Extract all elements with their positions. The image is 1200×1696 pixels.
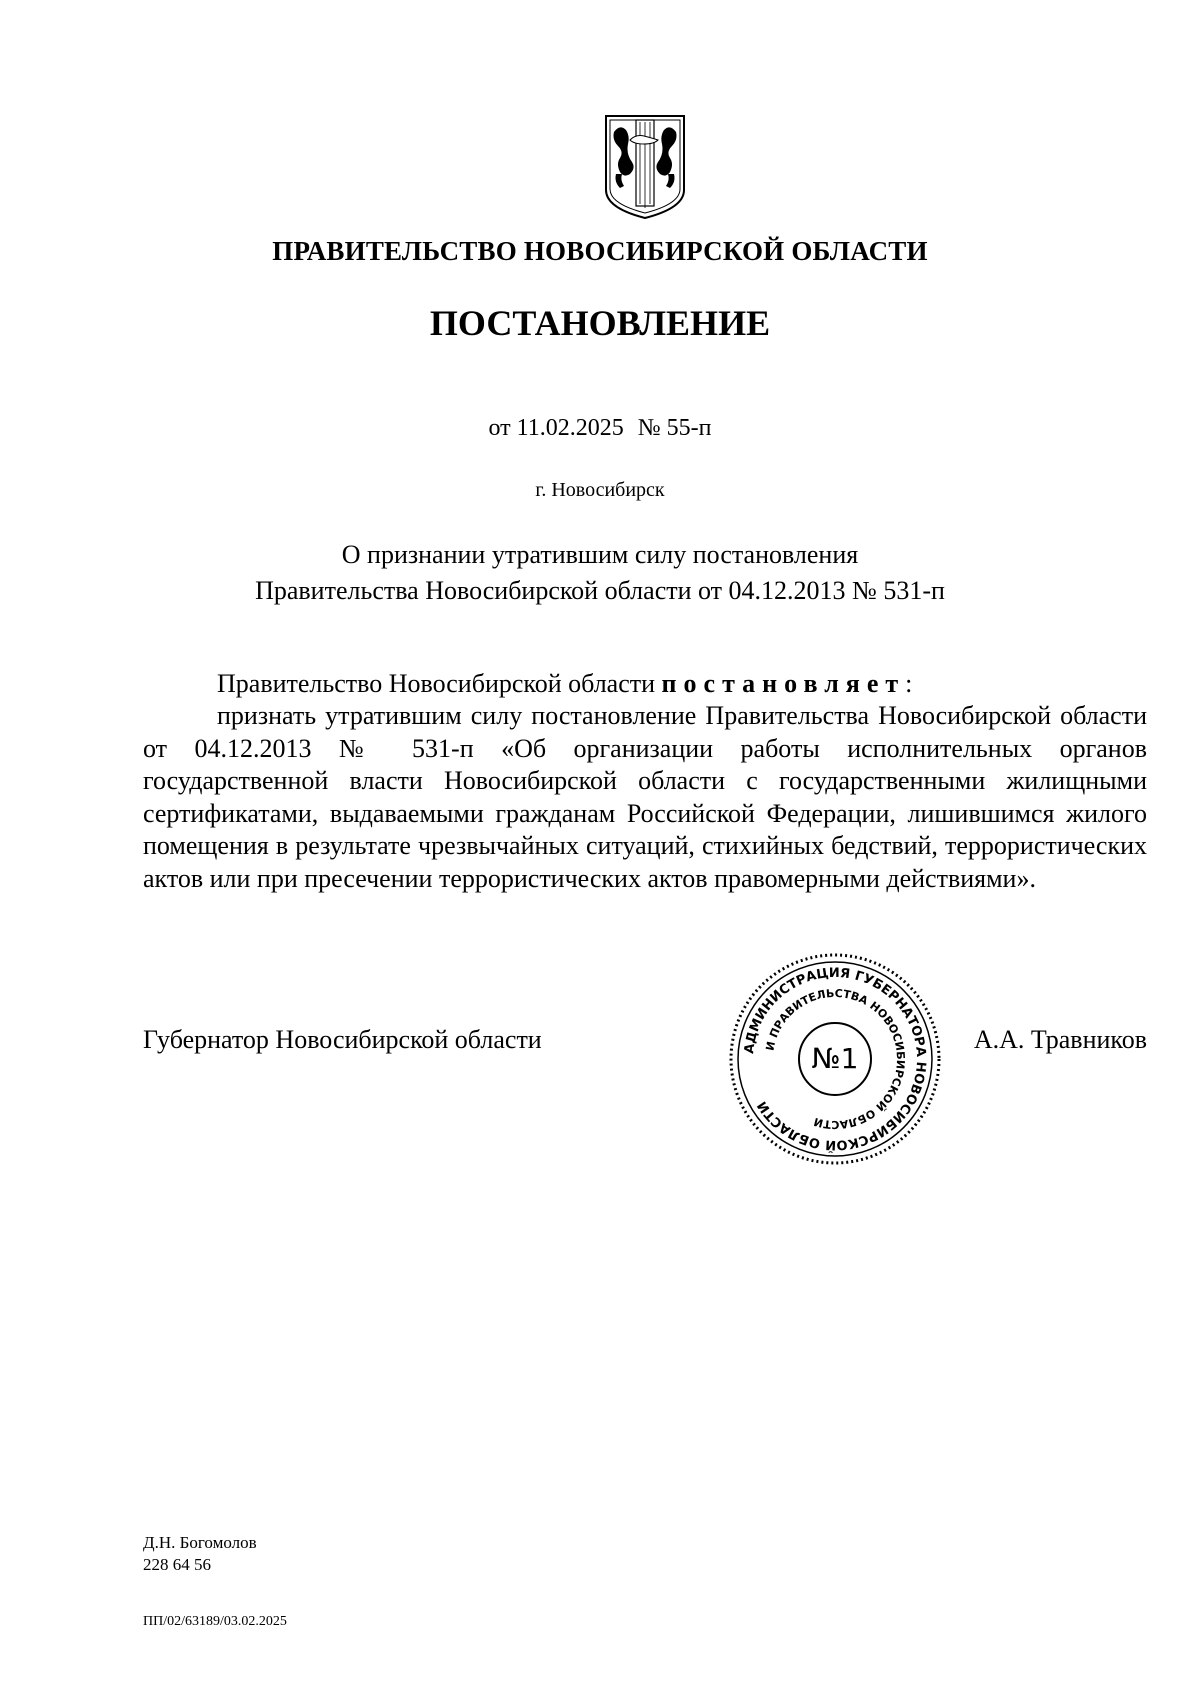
- resolution-preamble: [143, 668, 1147, 701]
- document-date: от 11.02.2025: [488, 415, 624, 441]
- signatory-name: А.А. Травников: [973, 1025, 1147, 1054]
- document-subject: [0, 537, 1200, 609]
- resolution-text: признать утратившим силу постановление Правительства Новосибирской области от 04.12.2013 № 531-п «Об организации работы исполнительных органов государственной власти Новосибирской области с государственными жилищными сертификатами, выдаваемыми гражданам Российской Федерации, лишившимся жилого помещения в результате чрезвычайных ситуаций, стихийных бедствий, террористических актов или при пресечении террористических актов правомерными действиями».: [143, 701, 1147, 893]
- city: г. Новосибирск: [535, 479, 665, 501]
- executor-info: [143, 1532, 257, 1576]
- document-number: № 55-п: [637, 415, 712, 441]
- executor-phone: 228 64 56: [143, 1555, 211, 1574]
- subject-line-1: О признании утратившим силу постановления: [341, 540, 859, 569]
- signatory-position: Губернатор Новосибирской области: [143, 1025, 542, 1054]
- registration-number: ПП/02/63189/03.02.2025: [143, 1614, 287, 1629]
- subject-line-2: Правительства Новосибирской области от 04.12.2013 № 531-п: [255, 576, 945, 605]
- preamble-text: Правительство Новосибирской области: [217, 669, 656, 698]
- organization-title: ПРАВИТЕЛЬСТВО НОВОСИБИРСКОЙ ОБЛАСТИ: [272, 236, 928, 266]
- executor-name: Д.Н. Богомолов: [143, 1533, 257, 1552]
- coat-of-arms-icon: [600, 112, 690, 222]
- resolves-word: постановляет: [661, 669, 906, 698]
- date-number-line: [0, 415, 1200, 442]
- seal-number: №1: [811, 1042, 859, 1075]
- seal-inner-text: И ПРАВИТЕЛЬСТВА НОВОСИБИРСКОЙ ОБЛАСТИ: [763, 986, 908, 1132]
- document-type: ПОСТАНОВЛЕНИЕ: [429, 303, 771, 343]
- preamble-colon: :: [905, 669, 913, 698]
- seal-outer-text: АДМИНИСТРАЦИЯ ГУБЕРНАТОРА НОВОСИБИРСКОЙ ОБЛАСТИ: [742, 965, 929, 1153]
- official-seal: [726, 950, 944, 1168]
